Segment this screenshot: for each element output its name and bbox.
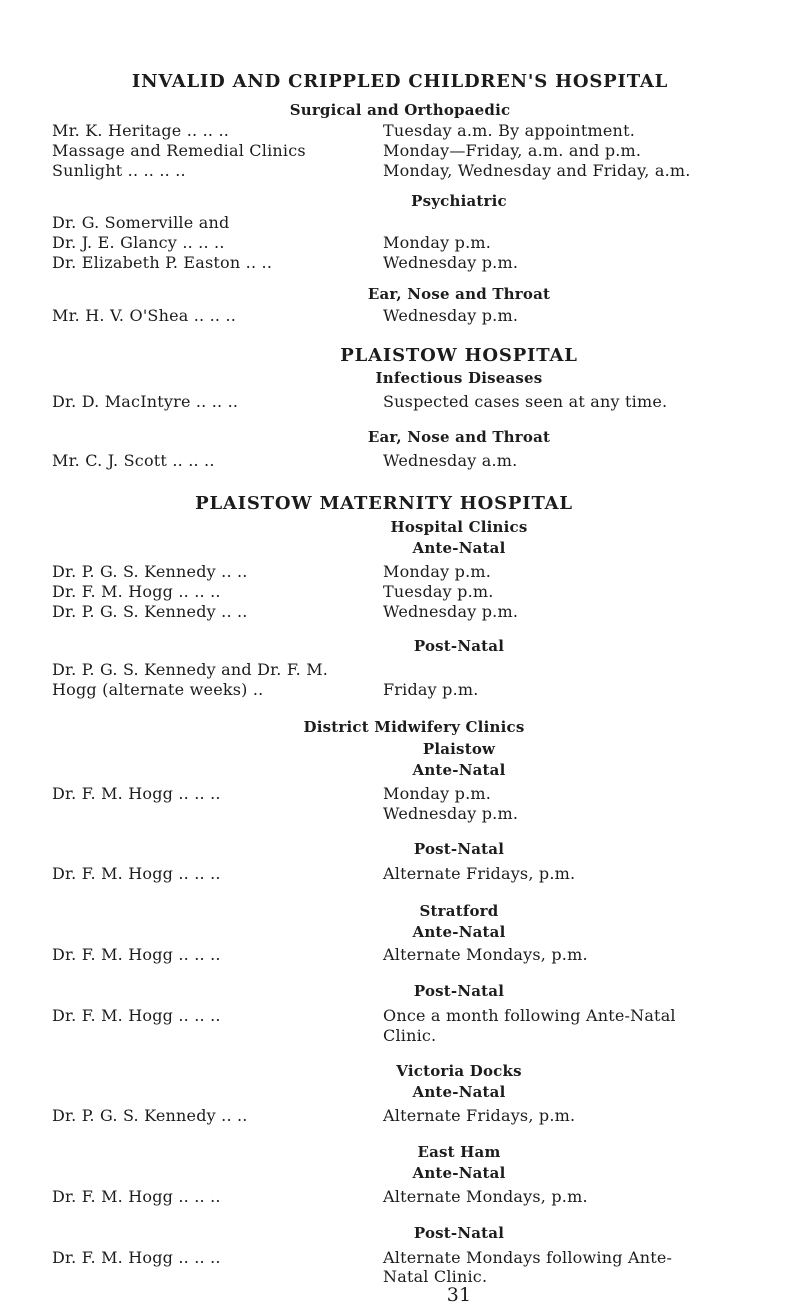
victoria-docks-subheading: Victoria Docks — [396, 1062, 522, 1080]
page-number: 31 — [446, 1284, 472, 1306]
east-ham-postnatal-left: Dr. F. M. Hogg .. .. .. — [52, 1248, 221, 1267]
stratford-postnatal-right: Clinic. — [383, 1026, 437, 1045]
antenatal-row-left: Dr. P. G. S. Kennedy .. .. — [52, 562, 248, 581]
psychiatric-row-left: Dr. J. E. Glancy .. .. .. — [52, 233, 225, 252]
antenatal-row-right: Tuesday p.m. — [383, 582, 494, 601]
plaistow-hospital-title: PLAISTOW HOSPITAL — [340, 345, 578, 366]
antenatal-row-right: Wednesday p.m. — [383, 602, 519, 621]
east-ham-postnatal-right: Alternate Mondays following Ante- — [383, 1248, 673, 1267]
infectious-row-left: Dr. D. MacIntyre .. .. .. — [52, 392, 239, 411]
surgical-row-left: Sunlight .. .. .. .. — [52, 161, 186, 180]
stratford-subheading: Stratford — [419, 902, 499, 920]
antenatal-row-left: Dr. P. G. S. Kennedy .. .. — [52, 602, 248, 621]
east-ham-antenatal-right: Alternate Mondays, p.m. — [383, 1187, 588, 1206]
surgical-row-left: Mr. K. Heritage .. .. .. — [52, 121, 230, 140]
surgical-row-right: Monday, Wednesday and Friday, a.m. — [383, 161, 691, 180]
psychiatric-row-left: Dr. Elizabeth P. Easton .. .. — [52, 253, 273, 272]
stratford-postnatal-left: Dr. F. M. Hogg .. .. .. — [52, 1006, 221, 1025]
stratford-antenatal-left: Dr. F. M. Hogg .. .. .. — [52, 945, 221, 964]
antenatal-row-right: Monday p.m. — [383, 562, 492, 581]
plaistow-antenatal-right: Monday p.m. — [383, 784, 492, 803]
victoria-docks-antenatal-heading: Ante-Natal — [412, 1083, 506, 1101]
invalid-hospital-title: INVALID AND CRIPPLED CHILDREN'S HOSPITAL — [131, 71, 669, 92]
stratford-postnatal-right: Once a month following Ante-Natal — [383, 1006, 676, 1025]
district-heading: District Midwifery Clinics — [303, 718, 525, 736]
ent-row-right: Wednesday p.m. — [383, 306, 519, 325]
plaistow-antenatal-left: Dr. F. M. Hogg .. .. .. — [52, 784, 221, 803]
east-ham-postnatal-right: Natal Clinic. — [383, 1267, 488, 1286]
plaistow-postnatal-left: Dr. F. M. Hogg .. .. .. — [52, 864, 221, 883]
plaistow-antenatal-right: Wednesday p.m. — [383, 804, 519, 823]
east-ham-postnatal-heading: Post-Natal — [413, 1224, 505, 1242]
stratford-antenatal-heading: Ante-Natal — [412, 923, 506, 941]
psychiatric-row-right: Monday p.m. — [383, 233, 492, 252]
plaistow-ent-heading: Ear, Nose and Throat — [367, 428, 551, 446]
plaistow-ent-row-right: Wednesday a.m. — [383, 451, 518, 470]
surgical-row-left: Massage and Remedial Clinics — [52, 141, 306, 160]
ent-row-left: Mr. H. V. O'Shea .. .. .. — [52, 306, 237, 325]
surgical-row-right: Tuesday a.m. By appointment. — [383, 121, 635, 140]
stratford-antenatal-right: Alternate Mondays, p.m. — [383, 945, 588, 964]
psychiatric-heading: Psychiatric — [411, 192, 507, 210]
victoria-docks-antenatal-right: Alternate Fridays, p.m. — [383, 1106, 576, 1125]
ent-heading: Ear, Nose and Throat — [367, 285, 551, 303]
plaistow-subheading: Plaistow — [422, 740, 496, 758]
psychiatric-line: Dr. G. Somerville and — [52, 213, 230, 232]
surgical-row-right: Monday—Friday, a.m. and p.m. — [383, 141, 642, 160]
antenatal-heading: Ante-Natal — [412, 539, 506, 557]
psychiatric-row-right: Wednesday p.m. — [383, 253, 519, 272]
east-ham-subheading: East Ham — [417, 1143, 501, 1161]
maternity-hospital-title: PLAISTOW MATERNITY HOSPITAL — [195, 493, 573, 514]
postnatal-row-right: Friday p.m. — [383, 680, 479, 699]
plaistow-postnatal-right: Alternate Fridays, p.m. — [383, 864, 576, 883]
hospital-clinics-heading: Hospital Clinics — [390, 518, 528, 536]
plaistow-antenatal-heading: Ante-Natal — [412, 761, 506, 779]
infectious-heading: Infectious Diseases — [375, 369, 543, 387]
postnatal-heading: Post-Natal — [413, 637, 505, 655]
infectious-row-right: Suspected cases seen at any time. — [383, 392, 668, 411]
victoria-docks-antenatal-left: Dr. P. G. S. Kennedy .. .. — [52, 1106, 248, 1125]
stratford-postnatal-heading: Post-Natal — [413, 982, 505, 1000]
surgical-heading: Surgical and Orthopaedic — [289, 101, 511, 119]
east-ham-antenatal-heading: Ante-Natal — [412, 1164, 506, 1182]
postnatal-row-left: Hogg (alternate weeks) .. — [52, 680, 264, 699]
plaistow-postnatal-heading: Post-Natal — [413, 840, 505, 858]
east-ham-antenatal-left: Dr. F. M. Hogg .. .. .. — [52, 1187, 221, 1206]
antenatal-row-left: Dr. F. M. Hogg .. .. .. — [52, 582, 221, 601]
plaistow-ent-row-left: Mr. C. J. Scott .. .. .. — [52, 451, 215, 470]
postnatal-line: Dr. P. G. S. Kennedy and Dr. F. M. — [52, 660, 329, 679]
